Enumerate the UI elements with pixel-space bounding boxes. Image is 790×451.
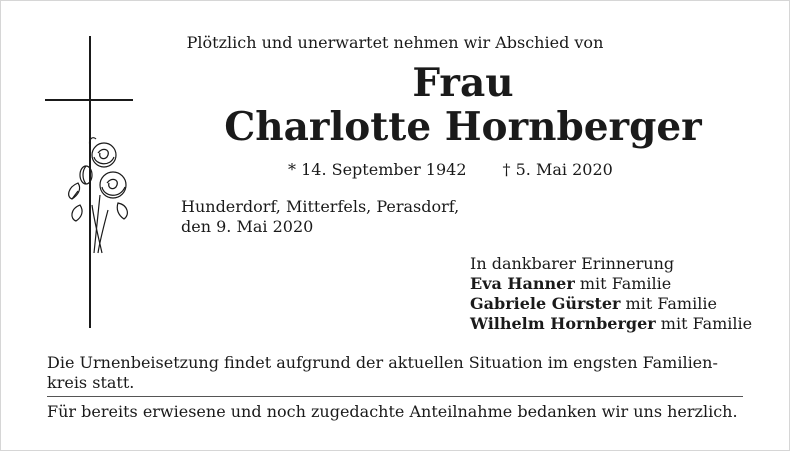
mourner-suffix: mit Familie — [620, 294, 717, 313]
death-date: † 5. Mai 2020 — [502, 160, 613, 179]
mourner-line — [470, 294, 752, 314]
place-and-date — [181, 197, 459, 237]
mourners-heading: In dankbarer Erinnerung — [470, 254, 675, 273]
mourner-line — [470, 274, 752, 294]
intro-text: Plötzlich und unerwartet nehmen wir Abschied von — [186, 33, 604, 52]
mourner-name: Gabriele Gürster — [470, 294, 621, 313]
burial-note-line: kreis statt. — [47, 373, 135, 392]
birth-date: * 14. September 1942 — [288, 160, 467, 179]
name-title: Frau — [412, 60, 514, 106]
life-dates — [288, 160, 613, 179]
mourner-suffix: mit Familie — [574, 274, 672, 293]
place-line: Hunderdorf, Mitterfels, Perasdorf, — [181, 197, 460, 216]
thanks-text: Für bereits erwiesene und noch zugedachte Anteilnahme bedanken wir uns herzlich. — [47, 402, 738, 421]
mourners-block — [470, 254, 752, 334]
date-line: den 9. Mai 2020 — [181, 217, 314, 236]
mourner-name: Wilhelm Hornberger — [470, 314, 656, 333]
rose-bouquet-icon — [58, 135, 133, 255]
mourner-suffix: mit Familie — [655, 314, 753, 333]
divider — [47, 396, 743, 397]
burial-note — [47, 353, 718, 393]
burial-note-line: Die Urnenbeisetzung findet aufgrund der aktuellen Situation im engsten Familien- — [47, 353, 718, 372]
mourner-name: Eva Hanner — [470, 274, 575, 293]
mourner-line — [470, 314, 752, 334]
deceased-name: Charlotte Hornberger — [224, 104, 702, 150]
